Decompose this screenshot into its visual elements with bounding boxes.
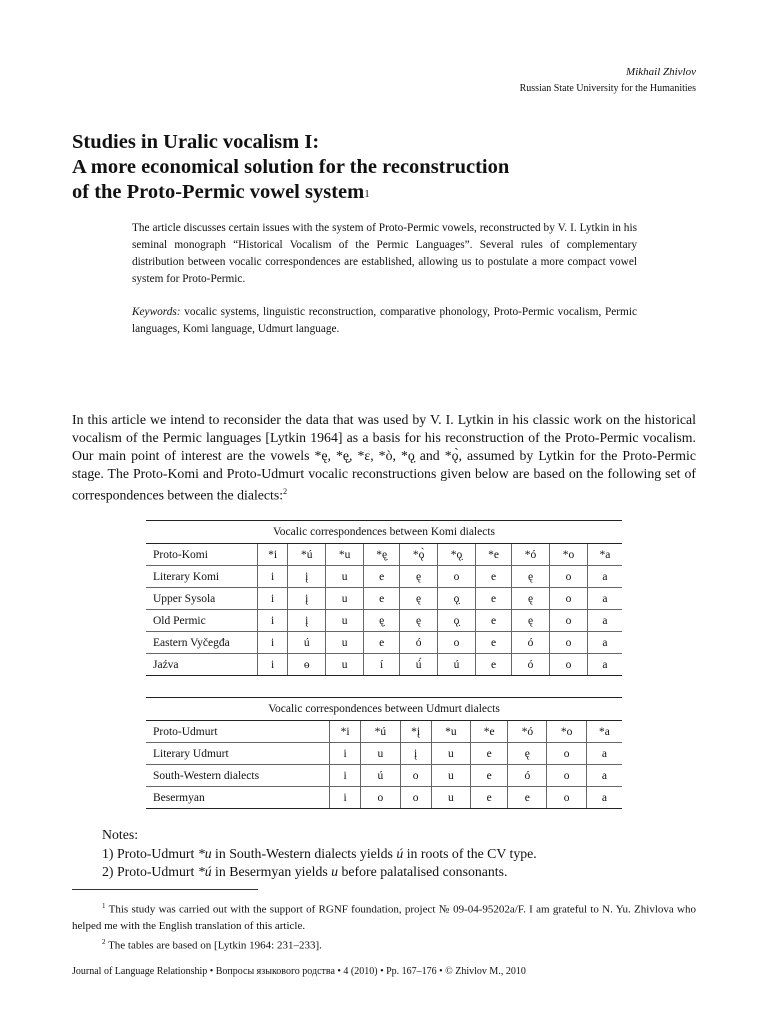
keywords-label: Keywords: [132,306,181,318]
table-cell: o [438,632,476,654]
table-cell: *ú [361,721,400,743]
table-cell: a [586,743,622,765]
table-cell: *a [586,721,622,743]
table-cell: ǫ̣ [438,588,476,610]
table-cell: ę [400,588,438,610]
note-text: 1) Proto-Udmurt [102,845,198,861]
notes-heading: Notes: [102,827,139,842]
row-label: Old Permic [146,610,258,632]
table-cell: o [400,765,431,787]
abstract: The article discusses certain issues with the system of Proto-Permic vowels, reconstructed by V. I. Lytkin in his seminal monograph “Historical Vocalism of the Permic Languages”. Several rules of complementary distribution between vocalic correspondences are established, allowing us to postulate a more compact vowel system for Proto-Permic. [132,222,637,285]
table-cell: i [330,787,361,809]
table-cell: į [400,743,431,765]
table-cell: e [364,566,400,588]
title-line-1: Studies in Uralic vocalism I: [72,131,320,153]
table-cell: e [508,787,547,809]
komi-table-caption: Vocalic correspondences between Komi dialects [146,521,622,544]
intro-footnote-mark[interactable]: 2 [283,487,288,496]
table-cell: e [476,610,512,632]
table-row [146,787,622,809]
table-row [146,765,622,787]
intro-paragraph [72,411,696,505]
table-cell: *į [400,721,431,743]
table-cell: į [288,566,326,588]
udmurt-table-caption: Vocalic correspondences between Udmurt dialects [146,698,622,721]
table-cell: *ǫ̣ [438,544,476,566]
table-cell: o [549,566,587,588]
table-cell: e [471,743,508,765]
table-cell: i [258,632,288,654]
keywords [132,304,637,338]
table-row [146,566,622,588]
footnote-text: This study was carried out with the support of RGNF foundation, project № 09-04-95202a/F. I am grateful to N. Yu. Zhivlova who helped me with the English translation of this article. [72,903,696,932]
intro-text: In this article we intend to reconsider the data that was used by V. I. Lytkin in his classic work on the historical vocalism of the Permic languages [Lytkin 1964] as a basis for his reconstruction of the Proto-Permic vocalism. Our main point of interest are the vowels *ę, *ę̣, *ɛ, *ò, *ǫ̣ and *ǫ̀, assumed by Lytkin for the Proto-Permic stage. The Proto-Komi and Proto-Udmurt vocalic reconstructions given below are based on the following set of correspondences between the dialects: [72,412,696,503]
table-cell: *u [431,721,470,743]
table-cell: *o [547,721,586,743]
table-cell: ę [512,610,550,632]
row-label: Besermyan [146,787,330,809]
note-text: in South-Western dialects yields [211,845,397,861]
table-cell: a [587,632,622,654]
table-cell: ę [512,566,550,588]
table-cell: o [549,610,587,632]
table-cell: o [547,787,586,809]
title-footnote-mark[interactable]: 1 [364,188,370,200]
table-cell: u [326,610,364,632]
table-cell: o [547,743,586,765]
table-cell: u [326,654,364,676]
table-cell: ó [512,632,550,654]
table-cell: *e [471,721,508,743]
author-block [520,66,696,94]
table-cell: ó [512,654,550,676]
footnote-2 [72,934,696,954]
udmurt-correspondence-table [146,697,622,809]
table-row [146,654,622,676]
table-cell: e [476,566,512,588]
table-cell: i [258,654,288,676]
table-cell: o [549,588,587,610]
table-cell: *u [326,544,364,566]
article-title [72,130,672,205]
table-cell: ę̣ [364,610,400,632]
table-cell: i [258,566,288,588]
table-cell: *i [330,721,361,743]
table-cell: o [361,787,400,809]
note-form: *ú [197,864,212,879]
row-label: Proto-Udmurt [146,721,330,743]
row-label: Jaźva [146,654,258,676]
table-cell: ɵ [288,654,326,676]
footnote-text: The tables are based on [Lytkin 1964: 231–233]. [108,939,322,952]
table-cell: ę [400,610,438,632]
table-cell: *e [476,544,512,566]
table-cell: o [547,765,586,787]
row-label: Literary Udmurt [146,743,330,765]
note-item [102,845,537,864]
table-cell: e [476,654,512,676]
table-cell: *a [587,544,622,566]
row-label: Proto-Komi [146,544,258,566]
table-cell: *o [549,544,587,566]
table-cell: *ǫ̀ [400,544,438,566]
notes [102,826,537,882]
table-cell: a [587,566,622,588]
note-text: in Besermyan yields [211,864,332,879]
table-cell: ú [438,654,476,676]
komi-correspondence-table [146,520,622,676]
table-row [146,588,622,610]
table-cell: a [587,588,622,610]
table-cell: o [549,654,587,676]
table-cell: o [438,566,476,588]
author-name: Mikhail Zhivlov [626,66,696,78]
table-cell: *ę̣ [364,544,400,566]
note-form: *u [197,845,212,861]
table-cell: i [258,588,288,610]
title-line-3: of the Proto-Permic vowel system [72,181,365,203]
table-cell: í [364,654,400,676]
author-affiliation: Russian State University for the Humanities [519,83,696,94]
table-cell: a [587,654,622,676]
row-label: Literary Komi [146,566,258,588]
table-cell: ú́ [400,654,438,676]
table-cell: ó [400,632,438,654]
table-cell: ú [288,632,326,654]
title-line-2: A more economical solution for the reconstruction [72,156,510,178]
table-cell: i [258,610,288,632]
table-cell: ę [508,743,547,765]
row-label: Eastern Vyčegđa [146,632,258,654]
footnote-mark: 2 [102,937,106,946]
table-row [146,632,622,654]
table-cell: *ú [288,544,326,566]
table-cell: ó [508,765,547,787]
table-cell: *i [258,544,288,566]
footnote-1 [72,898,696,934]
table-cell: į [288,610,326,632]
note-text: 2) Proto-Udmurt [102,864,198,879]
note-item [102,863,537,882]
table-cell: ę [400,566,438,588]
table-cell: e [364,588,400,610]
note-form: u [331,864,339,879]
table-cell: u [431,765,470,787]
table-cell: *ó [508,721,547,743]
table-cell: u [326,566,364,588]
table-row [146,743,622,765]
row-label: Upper Sysola [146,588,258,610]
table-cell: e [364,632,400,654]
keywords-text: vocalic systems, linguistic reconstruction, comparative phonology, Proto-Permic vocalism, Permic languages, Komi language, Udmurt language. [132,306,638,335]
table-cell: u [326,632,364,654]
table-row [146,544,622,566]
table-cell: u [361,743,400,765]
table-cell: u [431,743,470,765]
footnote-mark: 1 [102,902,106,910]
table-cell: e [476,632,512,654]
table-cell: į [288,588,326,610]
table-cell: ǫ̣ [438,610,476,632]
table-cell: e [471,787,508,809]
note-text: in roots of the CV type. [403,845,537,861]
row-label: South-Western dialects [146,765,330,787]
table-cell: *ó [512,544,550,566]
table-cell: e [476,588,512,610]
table-cell: o [400,787,431,809]
table-cell: u [431,787,470,809]
table-cell: o [549,632,587,654]
table-cell: ú [361,765,400,787]
note-text: before palatalised consonants. [338,864,508,879]
table-cell: i [330,743,361,765]
table-cell: a [586,765,622,787]
footnotes [72,898,696,953]
table-cell: a [587,610,622,632]
table-row [146,610,622,632]
table-row [146,721,622,743]
footnote-divider [72,889,258,890]
table-cell: e [471,765,508,787]
table-cell: i [330,765,361,787]
table-cell: u [326,588,364,610]
journal-footer: Journal of Language Relationship • Вопросы языкового родства • 4 (2010) • Pp. 167–176 • © Zhivlov M., 2010 [72,966,526,977]
note-form: ú [396,845,404,861]
table-cell: a [586,787,622,809]
table-cell: ę [512,588,550,610]
